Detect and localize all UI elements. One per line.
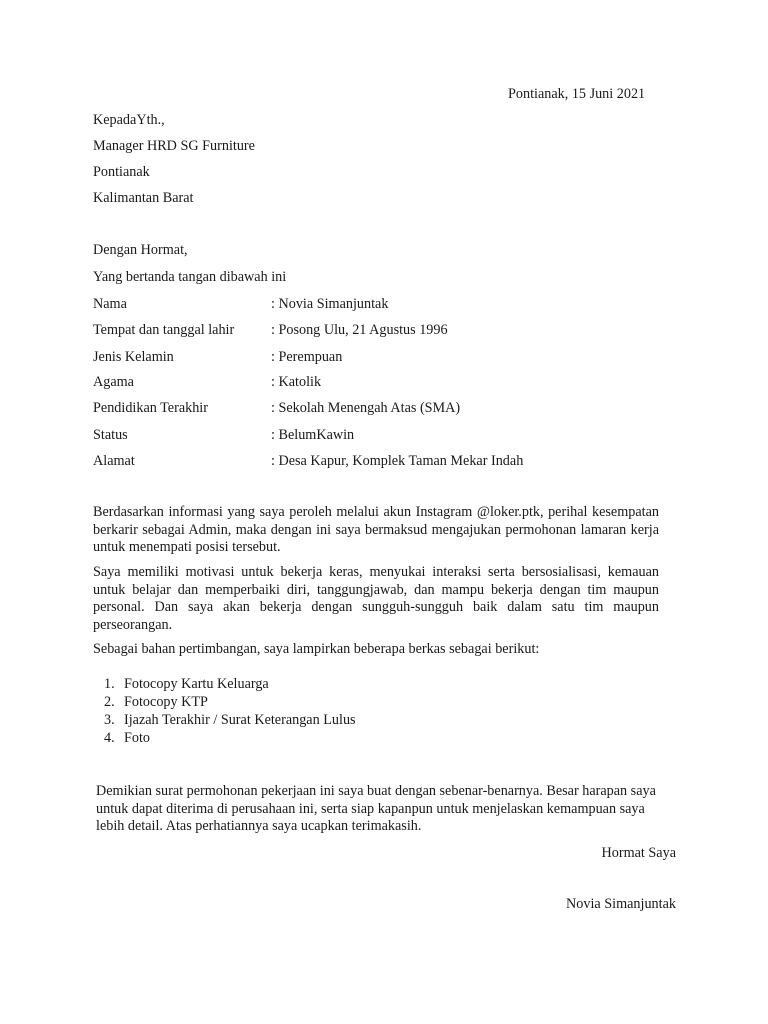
list-item <box>104 729 356 747</box>
field-row-ttl <box>93 322 693 339</box>
list-number: 2. <box>104 694 115 710</box>
list-item <box>104 675 356 693</box>
recipient-line-2: Manager HRD SG Furniture <box>93 138 255 154</box>
list-number: 1. <box>104 676 115 692</box>
field-label: Nama <box>93 296 127 312</box>
field-label: Pendidikan Terakhir <box>93 400 208 416</box>
field-value: : BelumKawin <box>271 427 355 443</box>
field-label: Tempat dan tanggal lahir <box>93 322 235 338</box>
body-paragraph-2: Saya memiliki motivasi untuk bekerja keras, menyukai interaksi serta bersosialisasi, kemauan untuk belajar dan memperbaiki diri, tanggungjawab, dan mampu bekerja dengan tim maupun personal. Dan saya akan bekerja dengan sungguh-sungguh baik dalam satu tim maupun perseorangan. <box>93 564 659 633</box>
list-number: 4. <box>104 730 115 746</box>
recipient-line-1: KepadaYth., <box>93 112 165 128</box>
recipient-line-3: Pontianak <box>93 164 150 180</box>
field-row-status <box>93 427 693 444</box>
field-value: : Sekolah Menengah Atas (SMA) <box>271 400 461 416</box>
field-label: Jenis Kelamin <box>93 349 174 365</box>
signature-name: Novia Simanjuntak <box>566 896 676 912</box>
closing-paragraph: Demikian surat permohonan pekerjaan ini saya buat dengan sebenar-benarnya. Besar harapan saya untuk dapat diterima di perusahaan ini, serta siap kapanpun untuk menjelaskan kemampuan saya lebih detail. Atas perhatiannya saya ucapkan terimakasih. <box>96 783 656 834</box>
field-row-pendidikan <box>93 400 693 417</box>
place-date: Pontianak, 15 Juni 2021 <box>508 86 646 102</box>
list-number: 3. <box>104 712 115 728</box>
field-label: Status <box>93 427 128 443</box>
list-text: Ijazah Terakhir / Surat Keterangan Lulus <box>124 712 356 728</box>
recipient-line-4: Kalimantan Barat <box>93 190 194 206</box>
list-text: Fotocopy KTP <box>124 694 208 710</box>
list-text: Foto <box>124 730 151 746</box>
field-row-jenis-kelamin <box>93 349 693 366</box>
list-item <box>104 693 356 711</box>
body-paragraph-1: Berdasarkan informasi yang saya peroleh melalui akun Instagram @loker.ptk, perihal kesempatan berkarir sebagai Admin, maka dengan ini saya bermaksud mengajukan permohonan lamaran kerja untuk menempati posisi tersebut. <box>93 504 659 555</box>
field-row-alamat <box>93 453 693 470</box>
intro-line: Yang bertanda tangan dibawah ini <box>93 269 287 285</box>
field-value: : Desa Kapur, Komplek Taman Mekar Indah <box>271 453 524 469</box>
salutation: Dengan Hormat, <box>93 242 188 258</box>
field-label: Agama <box>93 374 134 390</box>
field-value: : Katolik <box>271 374 322 390</box>
field-row-nama <box>93 296 693 313</box>
field-value: : Novia Simanjuntak <box>271 296 389 312</box>
field-value: : Perempuan <box>271 349 343 365</box>
field-label: Alamat <box>93 453 135 469</box>
list-text: Fotocopy Kartu Keluarga <box>124 676 269 692</box>
list-item <box>104 711 356 729</box>
signoff: Hormat Saya <box>601 845 676 861</box>
attachment-list <box>104 675 356 747</box>
body-paragraph-3: Sebagai bahan pertimbangan, saya lampirkan beberapa berkas sebagai berikut: <box>93 641 540 657</box>
field-value: : Posong Ulu, 21 Agustus 1996 <box>271 322 448 338</box>
field-row-agama <box>93 374 693 391</box>
